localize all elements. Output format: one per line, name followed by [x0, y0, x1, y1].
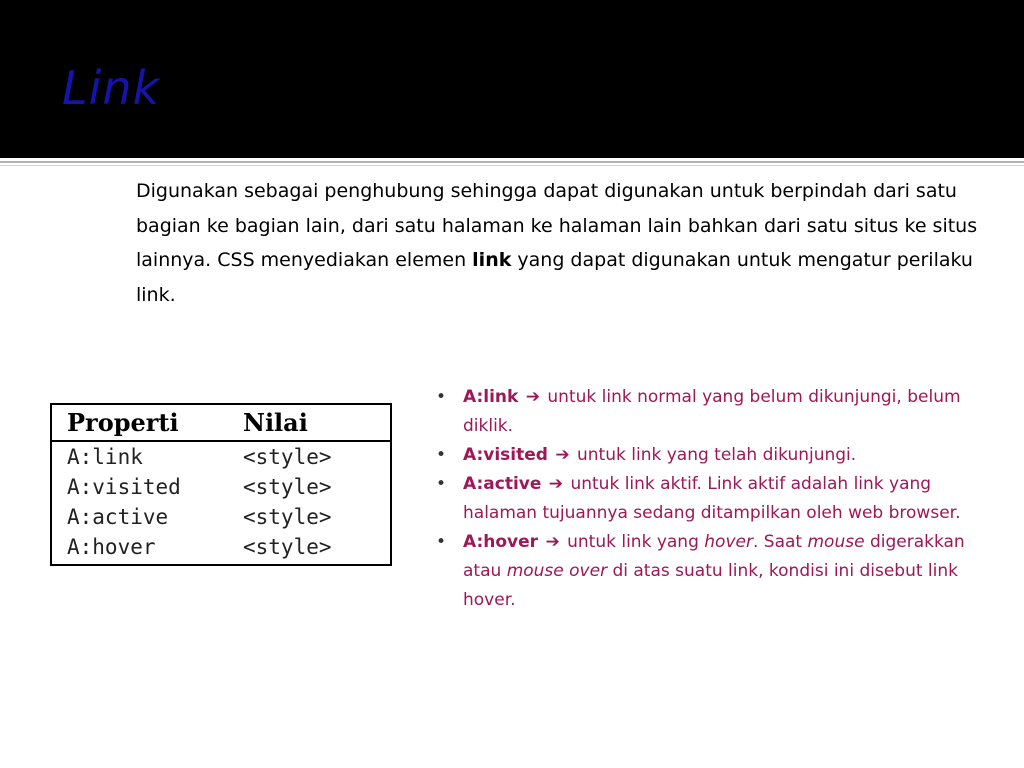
bullet-text: di atas suatu link, kondisi ini disebut link hover. — [463, 561, 958, 610]
table-header — [52, 405, 390, 442]
bullet-text: untuk link yang — [561, 532, 705, 552]
bullet-dot-icon: • — [436, 532, 447, 552]
header-properti: Properti — [67, 408, 179, 437]
table-cell-property: A:active — [67, 505, 169, 529]
table-row — [52, 472, 390, 502]
table-row — [52, 442, 390, 472]
table-cell-property: A:visited — [67, 475, 181, 499]
bullet-term: A:active — [463, 474, 542, 494]
bullet-dot-icon: • — [436, 474, 447, 494]
bullet-text: digerakkan atau — [463, 532, 965, 581]
title-bar — [0, 0, 1024, 158]
table-cell-value: <style> — [243, 445, 332, 469]
list-item — [436, 528, 996, 615]
bullet-term: A:link — [463, 387, 519, 407]
intro-text: Digunakan sebagai penghubung sehingga dapat digunakan untuk berpindah dari satu bagian ke bagian lain, dari satu halaman ke halaman lain bahkan dari satu situs ke situs lainnya. CSS menyediakan elemen — [136, 180, 978, 271]
table-cell-value: <style> — [243, 505, 332, 529]
intro-paragraph — [136, 174, 1006, 312]
intro-bold-link: link — [472, 249, 512, 271]
bullet-text: . Saat — [752, 532, 808, 552]
table-row — [52, 532, 390, 562]
table-cell-property: A:link — [67, 445, 143, 469]
intro-text-end: yang dapat digunakan untuk mengatur perilaku link. — [136, 249, 973, 306]
arrow-right-icon: ➔ — [525, 387, 540, 407]
bullet-italic: mouse — [807, 532, 865, 552]
divider-line — [0, 161, 1024, 163]
slide-title: Link — [62, 61, 161, 115]
bullet-dot-icon: • — [436, 445, 447, 465]
list-item — [436, 441, 996, 470]
bullet-list — [436, 383, 996, 615]
bullet-text: untuk link normal yang belum dikunjungi, belum diklik. — [463, 387, 961, 436]
list-item — [436, 470, 996, 528]
arrow-right-icon: ➔ — [548, 474, 564, 494]
table-cell-property: A:hover — [67, 535, 156, 559]
list-item — [436, 383, 996, 441]
bullet-text: untuk link aktif. Link aktif adalah link yang halaman tujuannya sedang ditampilkan oleh web browser. — [463, 474, 961, 523]
arrow-right-icon: ➔ — [545, 532, 560, 552]
table-cell-value: <style> — [243, 475, 332, 499]
header-nilai: Nilai — [243, 408, 308, 437]
table-row — [52, 502, 390, 532]
property-table — [50, 403, 392, 566]
arrow-right-icon: ➔ — [555, 445, 570, 465]
bullet-text: untuk link yang telah dikunjungi. — [571, 445, 857, 465]
bullet-term: A:hover — [463, 532, 539, 552]
bullet-term: A:visited — [463, 445, 548, 465]
bullet-dot-icon: • — [436, 387, 447, 407]
divider-line-thin — [0, 165, 1024, 166]
table-cell-value: <style> — [243, 535, 332, 559]
bullet-italic: mouse over — [506, 561, 608, 581]
bullet-italic: hover — [704, 532, 753, 552]
